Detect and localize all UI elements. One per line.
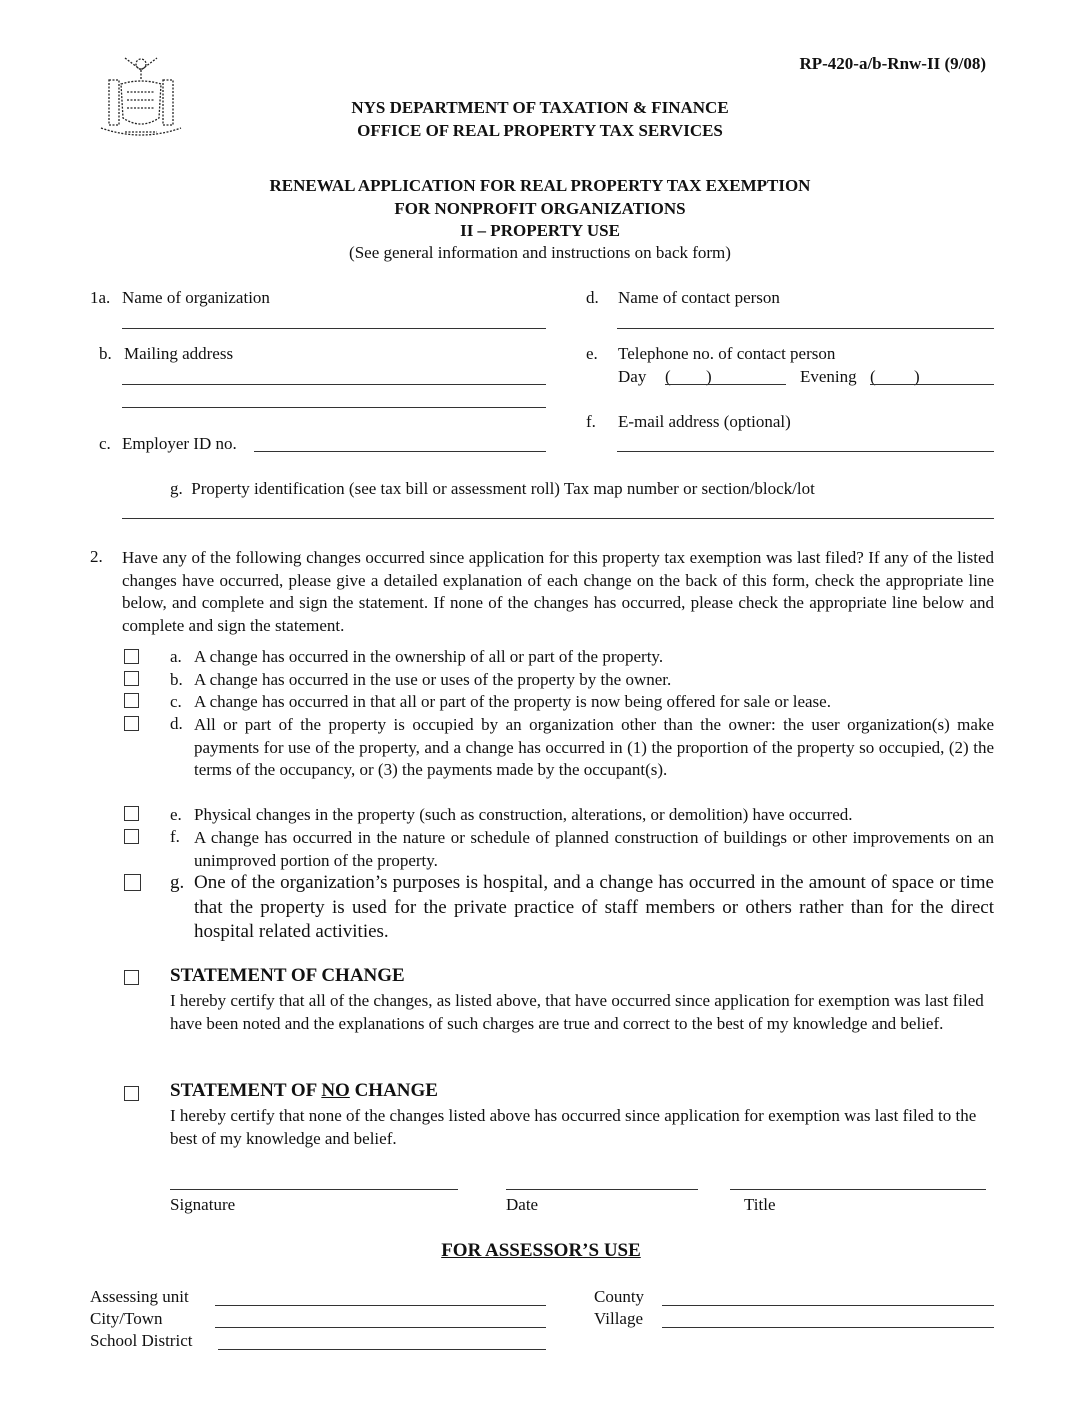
statement-of-no-change-title	[170, 1080, 438, 1102]
item-1e-number: e.	[586, 344, 598, 363]
title-post: CHANGE	[349, 1080, 438, 1101]
item-1c-number: c.	[99, 434, 111, 453]
item-1d-number: d.	[586, 288, 599, 307]
statement-of-change-text: I hereby certify that all of the changes, as listed above, that have occurred since application for exemption was last filed have been noted and the explanations of such charges are true and correct to the best of my knowledge and belief.	[170, 991, 984, 1033]
form-title-line2: FOR NONPROFIT ORGANIZATIONS	[394, 199, 686, 218]
village-label: Village	[594, 1309, 644, 1328]
change-g-letter: g.	[170, 872, 185, 893]
city-town-label: City/Town	[90, 1309, 163, 1328]
checkbox-change-a[interactable]	[124, 649, 139, 664]
change-c-text: A change has occurred in that all or part of the property is now being offered for sale or lease.	[194, 692, 831, 711]
title-label: Title	[744, 1195, 776, 1214]
date-field[interactable]	[506, 1189, 698, 1190]
mailing-address-field-2[interactable]	[122, 407, 546, 408]
change-e-text: Physical changes in the property (such as construction, alterations, or demolition) have occurred.	[194, 805, 853, 824]
assessing-unit-field[interactable]	[215, 1305, 546, 1306]
section2-intro: Have any of the following changes occurred since application for this property tax exemption was last filed? If any of the listed changes have occurred, please give a detailed explanation of each change on the back of this form, check the appropriate line below, and complete and sign the statement. If none of the changes has occurred, please check the appropriate line below and complete and sign the statement.	[122, 548, 994, 635]
assessor-heading: FOR ASSESSOR’S USE	[441, 1240, 641, 1261]
change-a-text: A change has occurred in the ownership of all or part of the property.	[194, 647, 664, 666]
statement-of-no-change-text: I hereby certify that none of the changes listed above has occurred since application for exemption was last filed to the best of my knowledge and belief.	[170, 1106, 977, 1148]
email-field[interactable]	[617, 451, 994, 452]
checkbox-change-b[interactable]	[124, 671, 139, 686]
change-b-letter: b.	[170, 670, 183, 689]
county-field[interactable]	[662, 1305, 994, 1306]
contact-name-label: Name of contact person	[618, 288, 780, 307]
mailing-address-field-1[interactable]	[122, 384, 546, 385]
evening-phone-label: Evening	[800, 367, 857, 386]
form-title-line1: RENEWAL APPLICATION FOR REAL PROPERTY TAX EXEMPTION	[269, 176, 811, 195]
city-town-field[interactable]	[215, 1327, 546, 1328]
employer-id-field[interactable]	[254, 451, 546, 452]
signature-label: Signature	[170, 1195, 236, 1214]
checkbox-statement-of-change[interactable]	[124, 970, 139, 985]
change-d-letter: d.	[170, 714, 183, 733]
title-no: NO	[321, 1080, 350, 1101]
evening-area-close-paren: )	[914, 367, 920, 386]
change-b-text: A change has occurred in the use or uses of the property by the owner.	[194, 670, 672, 689]
org-name-field[interactable]	[122, 328, 546, 329]
signature-field[interactable]	[170, 1189, 458, 1190]
org-name-label: Name of organization	[122, 288, 270, 307]
day-phone-label: Day	[618, 367, 647, 386]
property-id-field[interactable]	[122, 518, 994, 519]
county-label: County	[594, 1287, 645, 1306]
change-d-text: All or part of the property is occupied by an organization other than the owner: the user organization(s) make payments for use of the property, and a change has occurred in (1) the proportion of the property so occupied, (2) the terms of the occupancy, or (3) the payments made by the occupant(s).	[194, 715, 994, 779]
day-area-open-paren: (	[665, 367, 671, 386]
property-id-label: g. Property identification (see tax bill or assessment roll) Tax map number or section/block/lot	[170, 479, 815, 498]
form-number: RP-420-a/b-Rnw-II (9/08)	[799, 54, 986, 73]
item-1a-number: 1a.	[90, 288, 111, 307]
item-1f-number: f.	[586, 412, 596, 431]
change-f-letter: f.	[170, 827, 180, 846]
change-f-text: A change has occurred in the nature or schedule of planned construction of buildings or other improvements on an unimproved portion of the property.	[194, 828, 994, 870]
employer-id-label: Employer ID no.	[122, 434, 237, 453]
day-phone-field[interactable]	[665, 384, 786, 385]
checkbox-statement-of-no-change[interactable]	[124, 1086, 139, 1101]
change-e-letter: e.	[170, 805, 182, 824]
change-a-letter: a.	[170, 647, 182, 666]
checkbox-change-f[interactable]	[124, 829, 139, 844]
contact-name-field[interactable]	[617, 328, 994, 329]
telephone-label: Telephone no. of contact person	[618, 344, 836, 363]
title-field[interactable]	[730, 1189, 986, 1190]
checkbox-change-c[interactable]	[124, 693, 139, 708]
form-subtitle-note: (See general information and instructions on back form)	[349, 243, 731, 262]
department-heading: NYS DEPARTMENT OF TAXATION & FINANCE	[351, 98, 729, 117]
item-1b-number: b.	[99, 344, 112, 363]
email-label: E-mail address (optional)	[618, 412, 791, 431]
checkbox-change-g[interactable]	[124, 874, 141, 891]
statement-of-change-title: STATEMENT OF CHANGE	[170, 965, 405, 986]
mailing-address-label: Mailing address	[124, 344, 234, 363]
evening-area-open-paren: (	[870, 367, 876, 386]
checkbox-change-e[interactable]	[124, 806, 139, 821]
school-district-field[interactable]	[218, 1349, 546, 1350]
change-g-text: One of the organization’s purposes is hospital, and a change has occurred in the amount of space or time that the property is used for the private practice of staff members or others rather than for the direct hospital related activities.	[194, 872, 994, 942]
school-district-label: School District	[90, 1331, 193, 1350]
title-pre: STATEMENT OF	[170, 1080, 322, 1101]
office-heading: OFFICE OF REAL PROPERTY TAX SERVICES	[357, 121, 723, 140]
item-2-number: 2.	[90, 547, 103, 566]
village-field[interactable]	[662, 1327, 994, 1328]
day-area-close-paren: )	[706, 367, 712, 386]
change-c-letter: c.	[170, 692, 182, 711]
evening-phone-field[interactable]	[870, 384, 994, 385]
assessing-unit-label: Assessing unit	[90, 1287, 189, 1306]
form-title-line3: II – PROPERTY USE	[460, 221, 620, 240]
date-label: Date	[506, 1195, 539, 1214]
checkbox-change-d[interactable]	[124, 716, 139, 731]
